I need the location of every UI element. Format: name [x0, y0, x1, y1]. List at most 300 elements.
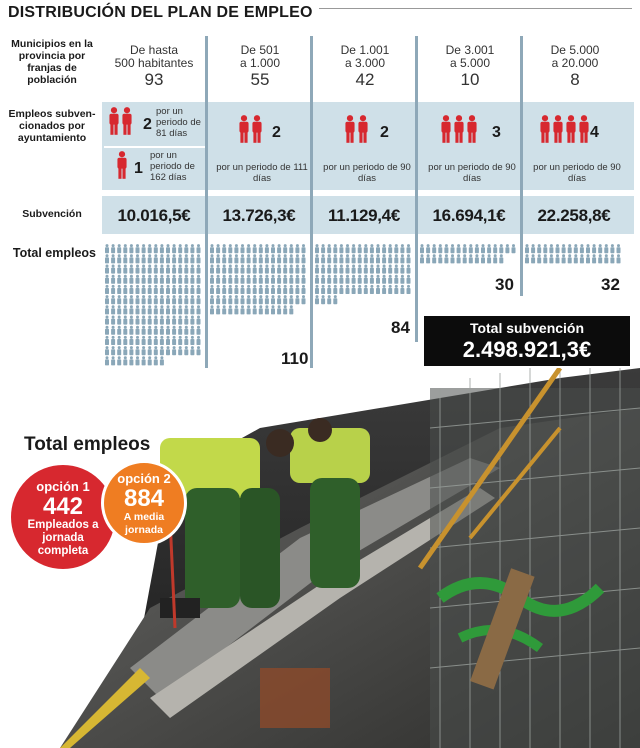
subvencion-value: 13.726,3€	[222, 206, 296, 225]
total-subvencion-label: Total subvención	[469, 320, 585, 336]
employee-figure	[339, 285, 343, 294]
employee-figure	[339, 254, 343, 263]
employee-figure	[154, 346, 158, 355]
employee-figure	[289, 295, 293, 304]
employee-figure	[160, 254, 164, 263]
employee-figure	[178, 336, 182, 345]
employee-figure	[154, 254, 158, 263]
employee-figure	[166, 285, 170, 294]
employee-figure	[394, 244, 398, 253]
employee-figure	[394, 285, 398, 294]
employee-figure	[388, 275, 392, 284]
employee-figure	[148, 326, 152, 335]
municipio-count: 93	[144, 70, 164, 89]
employee-figure	[184, 326, 188, 335]
range-line-2: a 5.000	[449, 56, 491, 70]
employee-figure	[400, 275, 404, 284]
employee-figure	[117, 305, 121, 314]
employee-figure	[327, 244, 331, 253]
employee-figure	[271, 254, 275, 263]
employee-figure	[172, 295, 176, 304]
employee-figure	[216, 244, 220, 253]
employee-figure	[197, 346, 201, 355]
employee-figure	[259, 265, 263, 274]
employee-figure	[129, 316, 133, 325]
employee-figure	[382, 244, 386, 253]
employee-figure	[370, 285, 374, 294]
employee-figure	[407, 265, 411, 274]
employee-figure	[178, 275, 182, 284]
employee-figure	[184, 275, 188, 284]
employee-figure	[302, 265, 306, 274]
employee-figure	[166, 244, 170, 253]
employee-figure	[426, 254, 430, 263]
employee-figure	[283, 265, 287, 274]
employee-figure	[210, 265, 214, 274]
employee-figure	[222, 275, 226, 284]
employee-figure	[277, 265, 281, 274]
employee-figure	[111, 326, 115, 335]
period-text: por un periodo de 81 días	[156, 106, 201, 139]
employee-figure	[376, 254, 380, 263]
employee-figure	[105, 316, 109, 325]
worker-icons	[238, 114, 264, 144]
employee-figure	[172, 316, 176, 325]
employee-figure	[197, 336, 201, 345]
employee-figure	[154, 285, 158, 294]
employee-figure	[259, 244, 263, 253]
employee-figure	[154, 275, 158, 284]
employee-figure	[358, 275, 362, 284]
employee-figure	[136, 316, 140, 325]
employee-figure	[333, 254, 337, 263]
employee-figure	[129, 305, 133, 314]
employee-figure	[129, 336, 133, 345]
employee-figure	[123, 336, 127, 345]
employee-figure	[525, 244, 529, 253]
employee-figure	[105, 305, 109, 314]
employee-figure	[197, 316, 201, 325]
employee-figure	[265, 305, 269, 314]
employee-figure	[302, 295, 306, 304]
employee-pictogram-grid	[314, 244, 414, 324]
employee-figure	[352, 254, 356, 263]
employee-figure	[142, 275, 146, 284]
employee-figure	[592, 254, 596, 263]
employee-figure	[610, 244, 614, 253]
employee-figure	[339, 265, 343, 274]
municipio-count: 55	[250, 70, 270, 89]
employee-figure	[136, 265, 140, 274]
employee-figure	[184, 254, 188, 263]
employee-figure	[136, 346, 140, 355]
employee-figure	[190, 265, 194, 274]
worker-count: 2	[380, 124, 389, 141]
column-header-5	[525, 43, 625, 89]
employee-figure	[148, 316, 152, 325]
employee-figure	[172, 305, 176, 314]
employee-figure	[321, 254, 325, 263]
column-header-4	[420, 43, 520, 89]
employee-figure	[172, 244, 176, 253]
employee-figure	[598, 244, 602, 253]
employee-figure	[333, 265, 337, 274]
employee-figure	[117, 346, 121, 355]
employee-figure	[283, 285, 287, 294]
employee-figure	[105, 285, 109, 294]
employee-figure	[178, 346, 182, 355]
employee-figure	[123, 295, 127, 304]
employee-figure	[426, 244, 430, 253]
employee-figure	[129, 244, 133, 253]
employee-figure	[315, 254, 319, 263]
employee-figure	[228, 265, 232, 274]
employee-figure	[315, 285, 319, 294]
employee-figure	[241, 275, 245, 284]
employee-figure	[346, 244, 350, 253]
employee-figure	[289, 254, 293, 263]
employee-figure	[327, 254, 331, 263]
employee-figure	[210, 254, 214, 263]
employee-figure	[105, 346, 109, 355]
employee-figure	[210, 305, 214, 314]
employee-figure	[142, 254, 146, 263]
employee-figure	[117, 326, 121, 335]
employee-figure	[216, 285, 220, 294]
employee-figure	[210, 285, 214, 294]
worker-icons	[108, 106, 134, 136]
employee-figure	[382, 254, 386, 263]
employee-figure	[295, 275, 299, 284]
employee-figure	[370, 275, 374, 284]
employee-figure	[129, 265, 133, 274]
employee-pictogram-grid	[524, 244, 624, 276]
opcion2-value: 884	[123, 485, 165, 512]
employee-figure	[543, 244, 547, 253]
employee-figure	[142, 265, 146, 274]
employee-figure	[136, 356, 140, 365]
employee-figure	[142, 305, 146, 314]
employee-figure	[160, 336, 164, 345]
column-divider	[415, 36, 418, 342]
employee-figure	[129, 285, 133, 294]
employee-figure	[228, 254, 232, 263]
worker-icons	[344, 114, 370, 144]
employee-figure	[117, 254, 121, 263]
employee-figure	[117, 295, 121, 304]
employee-figure	[556, 244, 560, 253]
employee-figure	[216, 295, 220, 304]
employee-figure	[241, 265, 245, 274]
total-subvencion-value: 2.498.921,3€	[462, 337, 592, 362]
employee-figure	[111, 285, 115, 294]
employee-figure	[178, 326, 182, 335]
employee-figure	[289, 275, 293, 284]
employee-figure	[444, 244, 448, 253]
employee-figure	[197, 305, 201, 314]
employee-figure	[234, 285, 238, 294]
municipio-count: 8	[570, 70, 580, 89]
employee-figure	[197, 265, 201, 274]
employee-figure	[154, 356, 158, 365]
employee-figure	[277, 275, 281, 284]
employee-figure	[400, 285, 404, 294]
column-header-1	[104, 43, 204, 89]
employee-figure	[197, 285, 201, 294]
employee-figure	[259, 254, 263, 263]
worker-icons	[116, 150, 129, 180]
worker-count: 4	[590, 124, 599, 141]
employee-figure	[123, 285, 127, 294]
column-header-2	[210, 43, 310, 89]
employee-figure	[505, 244, 509, 253]
employee-figure	[493, 254, 497, 263]
employee-figure	[160, 326, 164, 335]
employee-figure	[111, 305, 115, 314]
employee-figure	[117, 285, 121, 294]
employee-figure	[586, 254, 590, 263]
worker-icon	[466, 114, 478, 144]
employee-figure	[295, 254, 299, 263]
employee-figure	[295, 295, 299, 304]
employee-figure	[105, 254, 109, 263]
employee-figure	[105, 295, 109, 304]
employee-figure	[537, 244, 541, 253]
opcion2-desc: A media jornada	[123, 511, 165, 536]
employee-figure	[190, 254, 194, 263]
employee-figure	[222, 305, 226, 314]
employee-figure	[247, 254, 251, 263]
employee-figure	[184, 265, 188, 274]
employee-figure	[580, 244, 584, 253]
employee-figure	[271, 285, 275, 294]
employee-figure	[184, 305, 188, 314]
employee-figure	[216, 254, 220, 263]
employee-figure	[333, 244, 337, 253]
employee-figure	[111, 336, 115, 345]
employee-figure	[148, 295, 152, 304]
range-line-1: De 3.001	[445, 43, 495, 57]
employee-figure	[234, 295, 238, 304]
employee-figure	[333, 285, 337, 294]
employee-figure	[142, 244, 146, 253]
employee-figure	[346, 254, 350, 263]
employee-figure	[283, 305, 287, 314]
employee-figure	[388, 265, 392, 274]
employee-figure	[129, 275, 133, 284]
employee-figure	[148, 265, 152, 274]
employee-figure	[105, 265, 109, 274]
employee-figure	[234, 275, 238, 284]
employee-figure	[481, 254, 485, 263]
employee-figure	[160, 346, 164, 355]
row-separator	[104, 146, 205, 148]
employee-figure	[148, 244, 152, 253]
employee-figure	[184, 285, 188, 294]
employee-figure	[154, 244, 158, 253]
employee-figure	[117, 356, 121, 365]
employee-figure	[111, 356, 115, 365]
employee-figure	[136, 336, 140, 345]
employee-figure	[302, 254, 306, 263]
employee-figure	[346, 285, 350, 294]
employee-figure	[228, 244, 232, 253]
employee-figure	[302, 244, 306, 253]
opcion1-value: 442	[42, 493, 84, 520]
employee-figure	[129, 346, 133, 355]
employee-figure	[172, 275, 176, 284]
employee-figure	[142, 356, 146, 365]
employee-figure	[358, 244, 362, 253]
employee-figure	[234, 305, 238, 314]
range-line-2: 500 habitantes	[114, 56, 194, 70]
opcion2-circle	[101, 460, 187, 546]
employee-figure	[407, 254, 411, 263]
employee-figure	[160, 275, 164, 284]
employee-figure	[457, 244, 461, 253]
employee-figure	[148, 305, 152, 314]
employee-figure	[105, 326, 109, 335]
employee-figure	[562, 244, 566, 253]
municipio-count: 10	[460, 70, 480, 89]
employee-figure	[105, 356, 109, 365]
employee-figure	[247, 265, 251, 274]
employee-figure	[184, 295, 188, 304]
range-line-2: a 20.000	[551, 56, 599, 70]
employee-figure	[222, 254, 226, 263]
employee-figure	[265, 295, 269, 304]
employee-figure	[178, 305, 182, 314]
employee-figure	[241, 244, 245, 253]
employee-figure	[487, 244, 491, 253]
worker-icon	[453, 114, 465, 144]
employee-figure	[487, 254, 491, 263]
employee-figure	[172, 254, 176, 263]
employee-figure	[148, 336, 152, 345]
employee-figure	[129, 356, 133, 365]
employee-pictogram-grid	[419, 244, 519, 276]
employee-figure	[265, 275, 269, 284]
employee-figure	[123, 346, 127, 355]
employee-figure	[111, 295, 115, 304]
employee-figure	[117, 244, 121, 253]
employee-figure	[111, 254, 115, 263]
employee-figure	[253, 285, 257, 294]
row-label-empleos: Empleos subven-cionados por ayuntamiento	[8, 108, 96, 144]
employee-figure	[166, 336, 170, 345]
employee-figure	[172, 265, 176, 274]
employee-figure	[166, 275, 170, 284]
employee-figure	[444, 254, 448, 263]
employee-figure	[154, 305, 158, 314]
employee-figure	[228, 305, 232, 314]
employee-figure	[568, 254, 572, 263]
employee-figure	[253, 275, 257, 284]
total-empleos-value: 110	[281, 349, 309, 368]
employee-figure	[247, 305, 251, 314]
employee-figure	[382, 275, 386, 284]
range-line-2: a 1.000	[239, 56, 281, 70]
employee-figure	[352, 265, 356, 274]
employee-figure	[469, 254, 473, 263]
employee-figure	[321, 275, 325, 284]
employee-figure	[197, 326, 201, 335]
employee-figure	[358, 265, 362, 274]
employee-figure	[166, 346, 170, 355]
employee-figure	[178, 244, 182, 253]
total-empleos-heading: Total empleos	[24, 434, 151, 455]
employee-figure	[148, 356, 152, 365]
employee-figure	[160, 244, 164, 253]
employee-figure	[154, 316, 158, 325]
employee-figure	[352, 275, 356, 284]
worker-icon	[565, 114, 577, 144]
employee-figure	[271, 244, 275, 253]
employee-figure	[172, 285, 176, 294]
employee-figure	[376, 244, 380, 253]
employee-figure	[222, 295, 226, 304]
employee-figure	[253, 305, 257, 314]
employee-figure	[364, 285, 368, 294]
employee-figure	[364, 254, 368, 263]
employee-figure	[166, 265, 170, 274]
period-text: por un periodo de 90 días	[533, 162, 621, 184]
employee-figure	[172, 346, 176, 355]
employee-figure	[420, 254, 424, 263]
employee-figure	[394, 275, 398, 284]
employee-figure	[475, 254, 479, 263]
employee-figure	[247, 285, 251, 294]
employee-figure	[160, 316, 164, 325]
employee-figure	[302, 275, 306, 284]
employee-figure	[549, 244, 553, 253]
employee-figure	[493, 244, 497, 253]
employee-figure	[228, 285, 232, 294]
employee-figure	[210, 275, 214, 284]
employee-figure	[327, 295, 331, 304]
row-label-municipios: Municipios en la provincia por franjas de población	[11, 38, 93, 86]
employee-figure	[197, 295, 201, 304]
employee-figure	[407, 244, 411, 253]
worker-icon	[251, 114, 263, 144]
employee-figure	[556, 254, 560, 263]
worker-icon	[344, 114, 356, 144]
employee-figure	[123, 316, 127, 325]
employee-figure	[210, 244, 214, 253]
employee-figure	[190, 346, 194, 355]
worker-icon	[108, 106, 120, 136]
employee-figure	[543, 254, 547, 263]
employee-figure	[295, 265, 299, 274]
employee-figure	[136, 285, 140, 294]
employee-figure	[370, 265, 374, 274]
employee-figure	[592, 244, 596, 253]
employee-figure	[154, 295, 158, 304]
employee-figure	[315, 275, 319, 284]
employee-figure	[463, 254, 467, 263]
employee-figure	[333, 295, 337, 304]
employee-figure	[277, 295, 281, 304]
employee-figure	[111, 275, 115, 284]
employee-figure	[259, 305, 263, 314]
opcion1-circle	[8, 462, 118, 572]
employee-figure	[432, 244, 436, 253]
employee-figure	[604, 254, 608, 263]
employee-figure	[184, 336, 188, 345]
employee-figure	[277, 244, 281, 253]
employee-figure	[178, 316, 182, 325]
employee-figure	[148, 285, 152, 294]
